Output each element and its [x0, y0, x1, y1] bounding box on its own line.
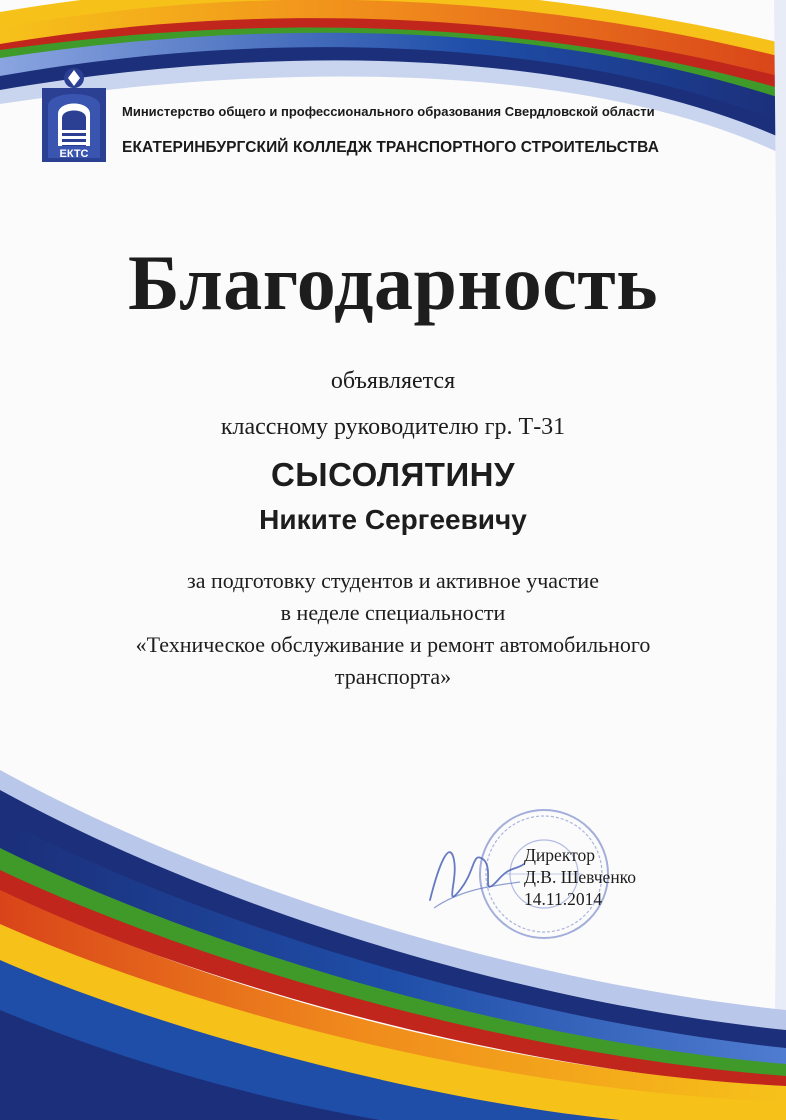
right-edge-swoosh [774, 0, 786, 1120]
signature-date: 14.11.2014 [524, 889, 603, 909]
recipient-surname: СЫСОЛЯТИНУ [270, 456, 516, 493]
college-emblem-icon [42, 66, 106, 162]
reason-line: транспорта» [334, 664, 452, 689]
signature-block [524, 844, 636, 910]
reason-line: в неделе специальности [280, 600, 506, 625]
recipient-role: классному руководителю гр. Т-31 [220, 414, 566, 440]
logo-text: ЕКТС [59, 148, 89, 160]
signer-position: Директор [524, 845, 596, 865]
certificate-title: Благодарность [128, 239, 658, 326]
handwritten-signature-icon [420, 830, 530, 920]
recipient-given-names: Никите Сергеевичу [259, 504, 527, 535]
ministry-name: Министерство общего и профессионального образования Свердловской области [122, 104, 655, 119]
announce-text: объявляется [330, 368, 456, 394]
signer-name: Д.В. Шевченко [524, 867, 637, 887]
reason-line: за подготовку студентов и активное участие [187, 568, 599, 593]
college-name: ЕКАТЕРИНБУРГСКИЙ КОЛЛЕДЖ ТРАНСПОРТНОГО СТРОИТЕЛЬСТВА [122, 139, 659, 156]
reason-line: «Техническое обслуживание и ремонт автомобильного [135, 632, 651, 657]
